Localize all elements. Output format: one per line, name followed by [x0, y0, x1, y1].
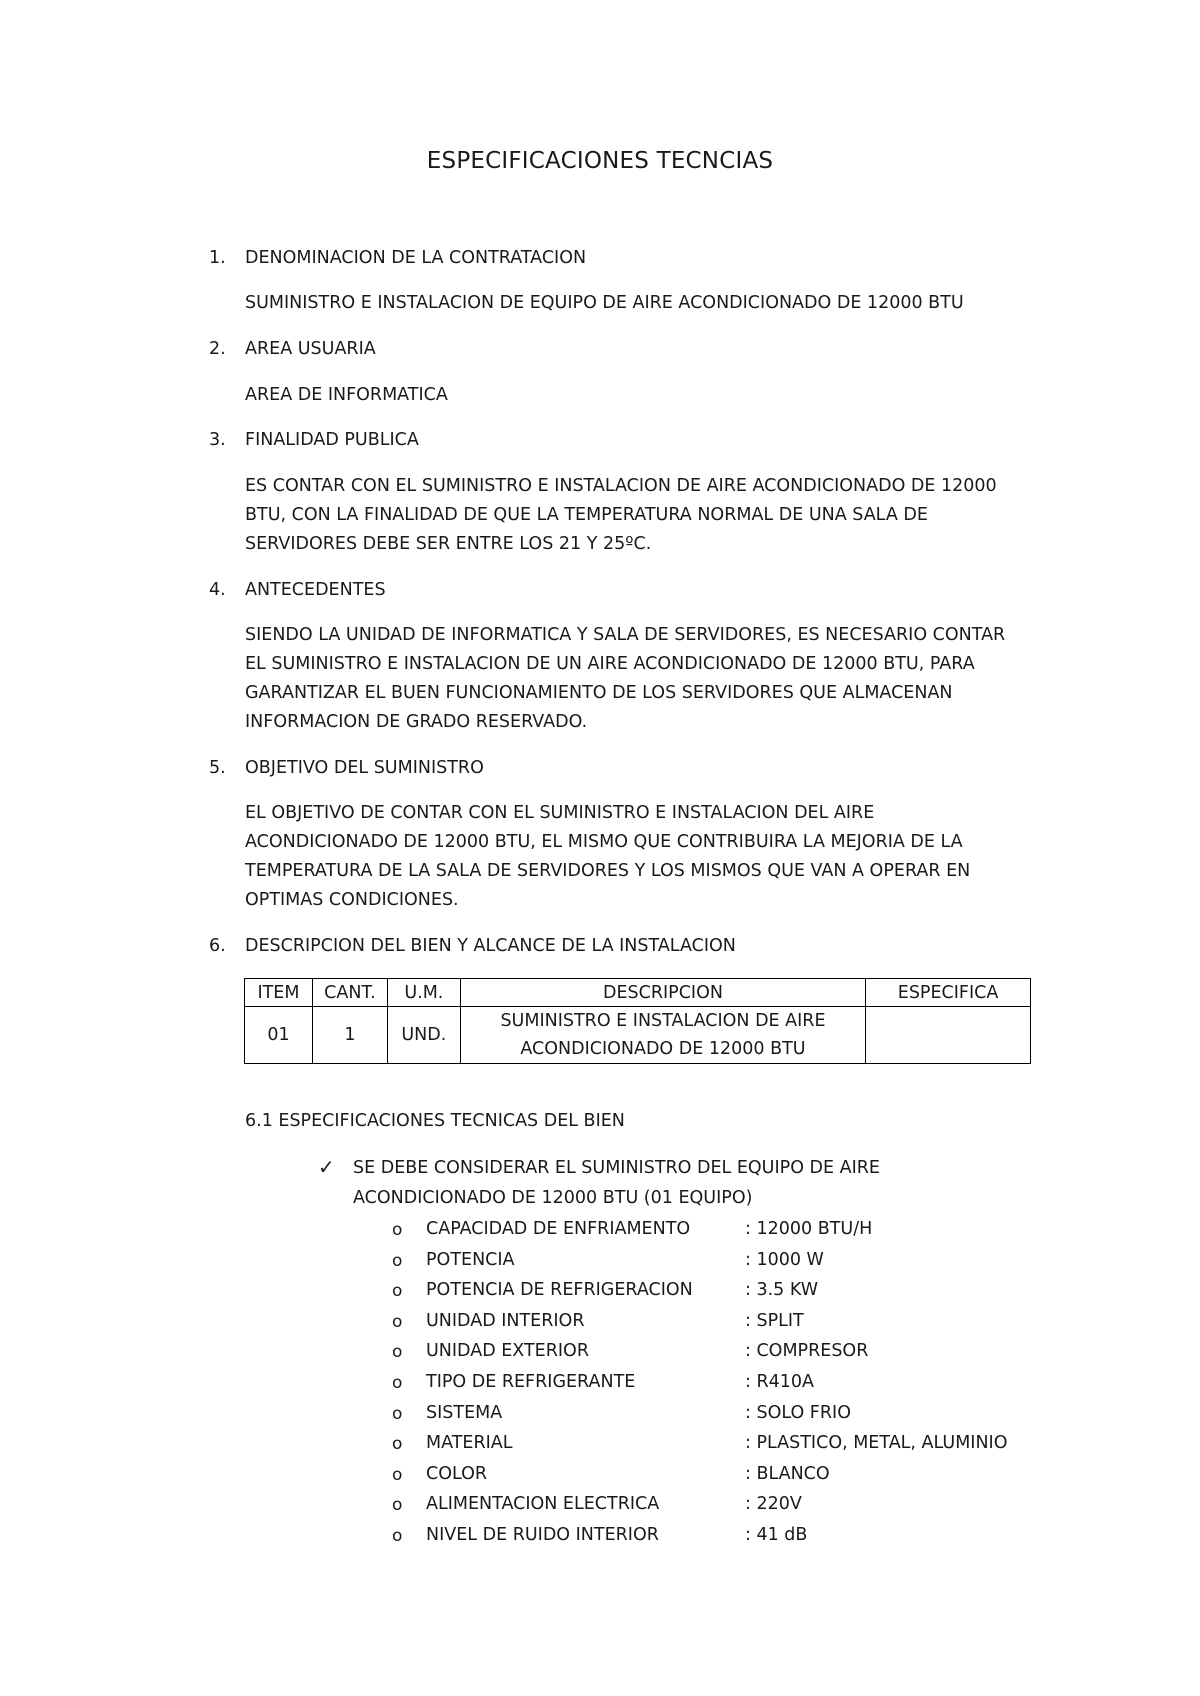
spec-label: UNIDAD EXTERIOR: [426, 1341, 589, 1361]
spec-value: : 220V: [745, 1494, 802, 1514]
spec-value: : PLASTICO, METAL, ALUMINIO: [745, 1433, 1008, 1453]
section-text: SUMINISTRO E INSTALACION DE EQUIPO DE AIRE ACONDICIONADO DE 12000 BTU: [245, 293, 964, 313]
section-text: SIENDO LA UNIDAD DE INFORMATICA Y SALA DE SERVIDORES, ES NECESARIO CONTAR: [245, 625, 1006, 645]
spec-value: : SOLO FRIO: [745, 1403, 851, 1423]
spec-label: COLOR: [426, 1464, 488, 1484]
spec-label: UNIDAD INTERIOR: [426, 1311, 585, 1331]
section-heading: FINALIDAD PUBLICA: [245, 430, 419, 450]
spec-value: : COMPRESOR: [745, 1341, 869, 1361]
spec-value: : 3.5 KW: [745, 1280, 819, 1300]
spec-label: POTENCIA: [426, 1250, 515, 1270]
section-text: ACONDICIONADO DE 12000 BTU, EL MISMO QUE CONTRIBUIRA LA MEJORIA DE LA: [245, 832, 963, 852]
table-cell-description: [460, 1007, 865, 1064]
section-number: 6.: [209, 936, 226, 956]
bullet-icon: o: [392, 1434, 403, 1454]
spec-label: MATERIAL: [426, 1433, 513, 1453]
section-text: INFORMACION DE GRADO RESERVADO.: [245, 712, 588, 732]
description-line: ACONDICIONADO DE 12000 BTU: [520, 1039, 806, 1059]
spec-value: : 12000 BTU/H: [745, 1219, 873, 1239]
bullet-icon: o: [392, 1495, 403, 1515]
spec-label: SISTEMA: [426, 1403, 503, 1423]
section-number: 5.: [209, 758, 226, 778]
table-header-cell: CANT.: [312, 979, 387, 1007]
bullet-icon: o: [392, 1342, 403, 1362]
section-text: EL SUMINISTRO E INSTALACION DE UN AIRE ACONDICIONADO DE 12000 BTU, PARA: [245, 654, 975, 674]
section-number: 1.: [209, 248, 226, 268]
table-header-cell: DESCRIPCION: [460, 979, 865, 1007]
section-text: BTU, CON LA FINALIDAD DE QUE LA TEMPERATURA NORMAL DE UNA SALA DE: [245, 505, 928, 525]
section-number: 4.: [209, 580, 226, 600]
section-heading: ANTECEDENTES: [245, 580, 386, 600]
spec-label: ALIMENTACION ELECTRICA: [426, 1494, 660, 1514]
table-cell-item: 01: [245, 1007, 313, 1064]
section-heading: AREA USUARIA: [245, 339, 376, 359]
section-heading: DESCRIPCION DEL BIEN Y ALCANCE DE LA INSTALACION: [245, 936, 736, 956]
bullet-icon: o: [392, 1526, 403, 1546]
spec-label: POTENCIA DE REFRIGERACION: [426, 1280, 693, 1300]
spec-value: : SPLIT: [745, 1311, 804, 1331]
spec-value: : BLANCO: [745, 1464, 830, 1484]
table-cell-um: UND.: [387, 1007, 460, 1064]
spec-value: : 41 dB: [745, 1525, 808, 1545]
items-table: [244, 978, 1031, 1064]
table-cell-especifica: [866, 1007, 1031, 1064]
section-text: ES CONTAR CON EL SUMINISTRO E INSTALACION DE AIRE ACONDICIONADO DE 12000: [245, 476, 997, 496]
check-item-text: SE DEBE CONSIDERAR EL SUMINISTRO DEL EQUIPO DE AIRE: [353, 1158, 880, 1178]
bullet-icon: o: [392, 1251, 403, 1271]
bullet-icon: o: [392, 1220, 403, 1240]
spec-value: : R410A: [745, 1372, 814, 1392]
section-text: TEMPERATURA DE LA SALA DE SERVIDORES Y LOS MISMOS QUE VAN A OPERAR EN: [245, 861, 971, 881]
section-text: SERVIDORES DEBE SER ENTRE LOS 21 Y 25ºC.: [245, 534, 652, 554]
bullet-icon: o: [392, 1465, 403, 1485]
subsection-heading: 6.1 ESPECIFICACIONES TECNICAS DEL BIEN: [245, 1111, 625, 1131]
table-header-row: [245, 979, 1031, 1007]
section-text: EL OBJETIVO DE CONTAR CON EL SUMINISTRO E INSTALACION DEL AIRE: [245, 803, 875, 823]
spec-value: : 1000 W: [745, 1250, 824, 1270]
section-heading: DENOMINACION DE LA CONTRATACION: [245, 248, 587, 268]
bullet-icon: o: [392, 1312, 403, 1332]
section-text: GARANTIZAR EL BUEN FUNCIONAMIENTO DE LOS SERVIDORES QUE ALMACENAN: [245, 683, 953, 703]
table-cell-cant: 1: [312, 1007, 387, 1064]
section-heading: OBJETIVO DEL SUMINISTRO: [245, 758, 484, 778]
section-number: 2.: [209, 339, 226, 359]
section-text: OPTIMAS CONDICIONES.: [245, 890, 459, 910]
spec-label: NIVEL DE RUIDO INTERIOR: [426, 1525, 659, 1545]
bullet-icon: o: [392, 1281, 403, 1301]
table-header-cell: ESPECIFICA: [866, 979, 1031, 1007]
bullet-icon: o: [392, 1373, 403, 1393]
table-row: [245, 1007, 1031, 1064]
table-header-cell: U.M.: [387, 979, 460, 1007]
description-line: SUMINISTRO E INSTALACION DE AIRE: [500, 1011, 826, 1031]
spec-label: TIPO DE REFRIGERANTE: [426, 1372, 636, 1392]
check-item-text: ACONDICIONADO DE 12000 BTU (01 EQUIPO): [353, 1188, 753, 1208]
section-number: 3.: [209, 430, 226, 450]
spec-label: CAPACIDAD DE ENFRIAMENTO: [426, 1219, 691, 1239]
page-title: ESPECIFICACIONES TECNCIAS: [426, 148, 774, 174]
bullet-icon: o: [392, 1404, 403, 1424]
checkmark-icon: ✓: [318, 1155, 335, 1179]
table-header-cell: ITEM: [245, 979, 313, 1007]
section-text: AREA DE INFORMATICA: [245, 385, 448, 405]
